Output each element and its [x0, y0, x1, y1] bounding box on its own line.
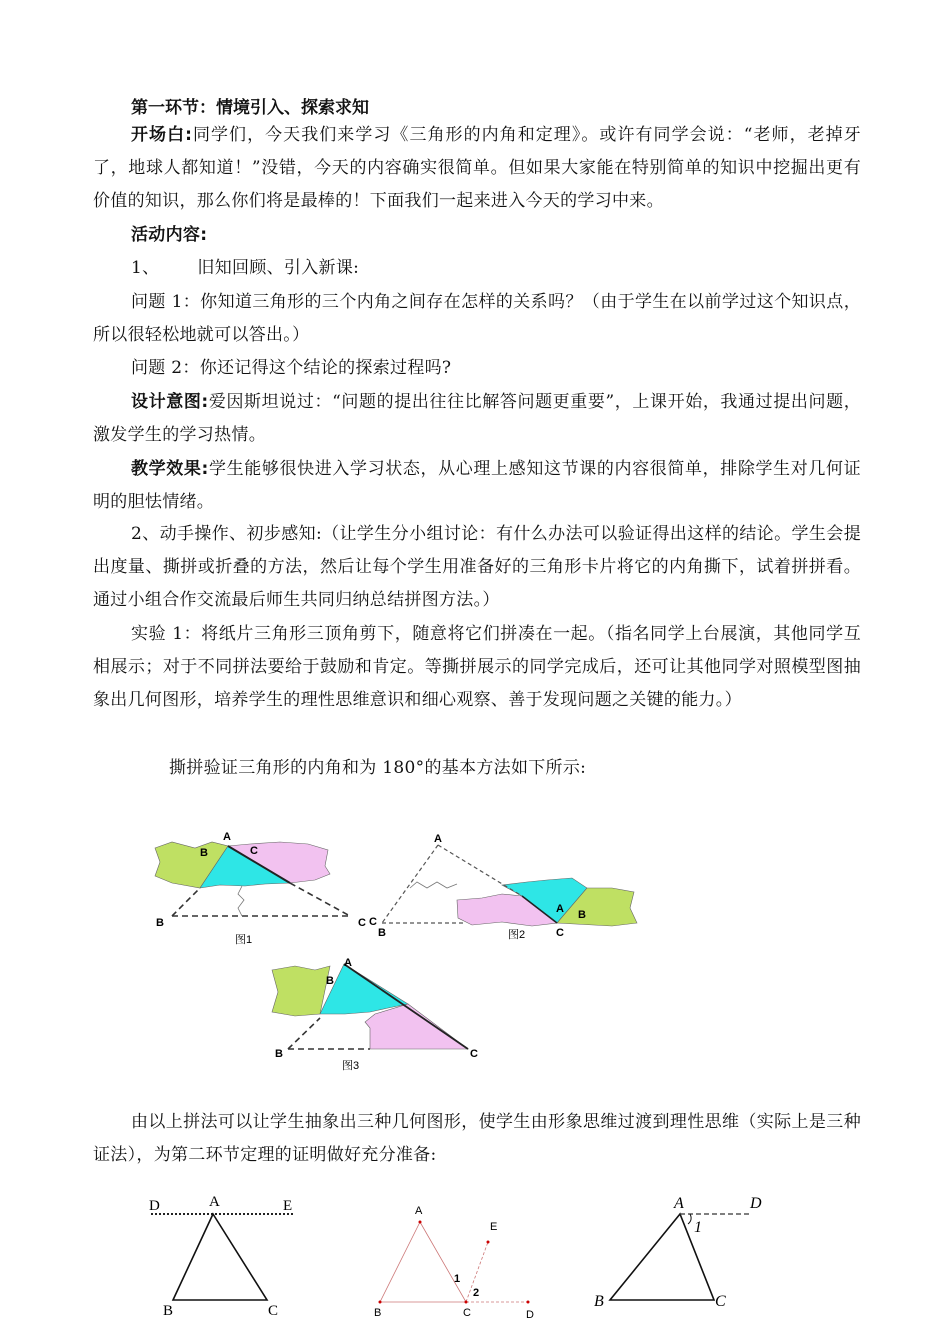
geo2-label-b: B [374, 1307, 382, 1319]
opening-paragraph [93, 119, 861, 218]
fig3-label-b-piece: B [326, 975, 334, 987]
geo2-label-2: 2 [473, 1287, 480, 1299]
geo2-label-a: A [415, 1205, 423, 1217]
geo2-label-1: 1 [454, 1273, 461, 1285]
experiment-1: 实验 1：将纸片三角形三顶角剪下，随意将它们拼凑在一起。（指名同学上台展演，其他同学互相展示；对于不同拼法要给于鼓励和肯定。等撕拼展示的同学完成后，还可让其他同学对照模型图抽象出几何图形，培养学生的理性思维意识和细心观察、善于发现问题之关键的能力。） [93, 624, 861, 710]
fig1-label-a: A [223, 831, 231, 843]
figure-3 [270, 956, 485, 1076]
fig2-label-a-top: A [434, 833, 442, 845]
fig2-label-c: C [556, 927, 564, 939]
fig3-label-c: C [470, 1048, 478, 1060]
design-text: 爱因斯坦说过：“问题的提出往往比解答问题更重要”，上课开始，我通过提出问题，激发学生的学习热情。 [93, 392, 861, 445]
geometry-figure-3 [590, 1188, 770, 1318]
fig1-label-b-top: B [200, 847, 208, 859]
item-1 [93, 252, 861, 285]
geo1-label-d: D [149, 1198, 160, 1214]
item-1-number: 1、 [131, 258, 160, 278]
method-intro: 撕拼验证三角形的内角和为 180°的基本方法如下所示: [169, 758, 587, 778]
effect-label: 教学效果: [131, 459, 209, 479]
item-1-text: 旧知回顾、引入新课: [197, 258, 360, 278]
fig3-label-a: A [344, 957, 352, 969]
fig3-caption: 图3 [342, 1060, 360, 1072]
fig2-caption: 图2 [508, 929, 526, 941]
opening-label: 开场白: [131, 125, 193, 145]
geometry-figure-1 [143, 1188, 303, 1323]
design-intent [93, 386, 861, 452]
geo1-label-c: C [268, 1303, 279, 1319]
figure-1 [150, 828, 375, 953]
geo3-label-b: B [594, 1293, 604, 1310]
activity-label: 活动内容: [131, 225, 208, 245]
geometry-figure-2 [368, 1198, 548, 1328]
fig1-caption: 图1 [235, 934, 253, 946]
fig3-label-b: B [275, 1048, 283, 1060]
geo1-label-e: E [283, 1198, 293, 1214]
figure-2 [369, 830, 642, 945]
geo3-label-c: C [715, 1293, 726, 1310]
question-2: 问题 2：你还记得这个结论的探索过程吗? [131, 358, 452, 378]
item-2: 2、动手操作、初步感知:（让学生分小组讨论：有什么办法可以验证得出这样的结论。学生会提出度量、撕拼或折叠的方法，然后让每个学生用准备好的三角形卡片将它的内角撕下，试着拼拼看。通过小组合作交流最后师生共同归纳总结拼图方法。） [93, 524, 861, 610]
opening-text: 同学们，今天我们来学习《三角形的内角和定理》。或许有同学会说：“老师，老掉牙了，地球人都知道！”没错，今天的内容确实很简单。但如果大家能在特别简单的知识中挖掘出更有价值的知识，那么你们将是最棒的！下面我们一起来进入今天的学习中来。 [93, 125, 862, 211]
geo1-label-b: B [163, 1303, 174, 1319]
geo3-label-a: A [674, 1195, 684, 1212]
geo2-label-c: C [463, 1307, 471, 1319]
teaching-effect [93, 453, 861, 519]
geo2-label-d: D [526, 1309, 534, 1321]
fig2-label-b: B [378, 927, 386, 939]
fig1-label-c-top: C [250, 845, 258, 857]
geo1-label-a: A [209, 1194, 220, 1210]
fig1-label-c: C [358, 917, 366, 929]
design-label: 设计意图: [131, 392, 209, 412]
fig2-label-b-piece: B [578, 909, 586, 921]
fig2-label-c-left: C [369, 916, 377, 928]
effect-text: 学生能够很快进入学习状态，从心理上感知这节课的内容很简单，排除学生对几何证明的胆怯情绪。 [93, 459, 861, 512]
geo3-label-1: 1 [694, 1219, 702, 1236]
fig1-label-b: B [156, 917, 164, 929]
geo3-label-d: D [750, 1195, 762, 1212]
section-title: 第一环节：情境引入、探索求知 [131, 98, 369, 118]
conclusion-paragraph: 由以上拼法可以让学生抽象出三种几何图形，使学生由形象思维过渡到理性思维（实际上是三种证法），为第二环节定理的证明做好充分准备: [93, 1112, 861, 1165]
fig2-label-a: A [556, 903, 564, 915]
question-1: 问题 1：你知道三角形的三个内角之间存在怎样的关系吗？（由于学生在以前学过这个知识点，所以很轻松地就可以答出。） [93, 292, 861, 345]
geo2-label-e: E [490, 1221, 498, 1233]
